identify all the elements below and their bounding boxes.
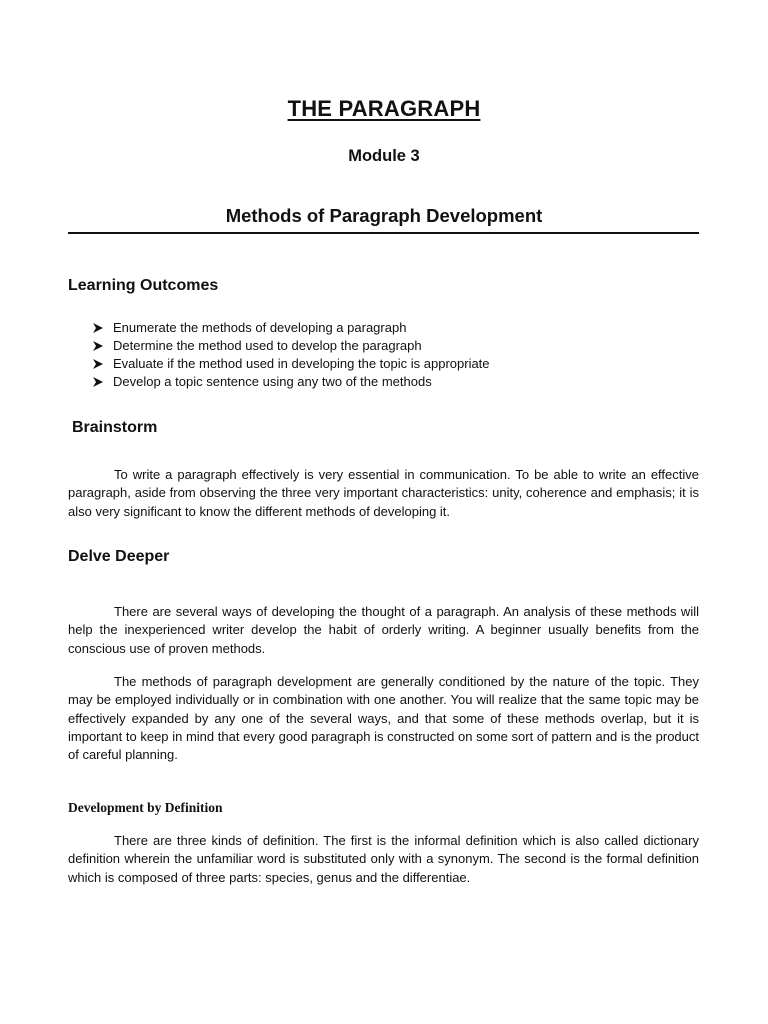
list-item — [92, 337, 490, 355]
learning-outcomes-list — [92, 319, 490, 391]
list-item — [92, 319, 490, 337]
arrowhead-bullet-icon — [92, 340, 113, 352]
outcome-text: Develop a topic sentence using any two of the methods — [113, 374, 432, 389]
list-item — [92, 373, 490, 391]
list-item — [92, 355, 490, 373]
outcome-text: Enumerate the methods of developing a paragraph — [113, 320, 407, 335]
definition-paragraph: There are three kinds of definition. The first is the informal definition which is also called dictionary definition wherein the unfamiliar word is substituted only with a synonym. The second is the formal definition which is composed of three parts: species, genus and the differentiae. — [68, 833, 699, 885]
arrowhead-bullet-icon — [92, 358, 113, 370]
brainstorm-heading: Brainstorm — [72, 419, 158, 436]
outcome-text: Evaluate if the method used in developing the topic is appropriate — [113, 356, 490, 371]
document-subtitle: Methods of Paragraph Development — [225, 205, 543, 226]
title-divider — [68, 232, 699, 234]
outcome-text: Determine the method used to develop the paragraph — [113, 338, 422, 353]
brainstorm-paragraph: To write a paragraph effectively is very essential in communication. To be able to write an effective paragraph, aside from observing the three very important characteristics: unity, coherence and emphasis; it is also very significant to know the different methods of developing it. — [68, 467, 699, 519]
arrowhead-bullet-icon — [92, 376, 113, 388]
module-label: Module 3 — [348, 147, 420, 165]
document-title: THE PARAGRAPH — [287, 96, 481, 121]
delve-deeper-heading: Delve Deeper — [68, 548, 170, 565]
delve-deeper-paragraph-1: There are several ways of developing the thought of a paragraph. An analysis of these methods will help the inexperienced writer develop the habit of orderly writing. A beginner usually benefits from the conscious use of proven methods. — [68, 604, 699, 656]
definition-heading: Development by Definition — [68, 800, 223, 815]
delve-deeper-paragraph-2: The methods of paragraph development are generally conditioned by the nature of the topic. They may be employed individually or in combination with one another. You will realize that the same topic may be effectively expanded by any one of the several ways, and that some of these methods overlap, but it is important to keep in mind that every good paragraph is constructed on some sort of pattern and is the product of careful planning. — [68, 674, 699, 763]
learning-outcomes-heading: Learning Outcomes — [68, 277, 219, 294]
arrowhead-bullet-icon — [92, 322, 113, 334]
